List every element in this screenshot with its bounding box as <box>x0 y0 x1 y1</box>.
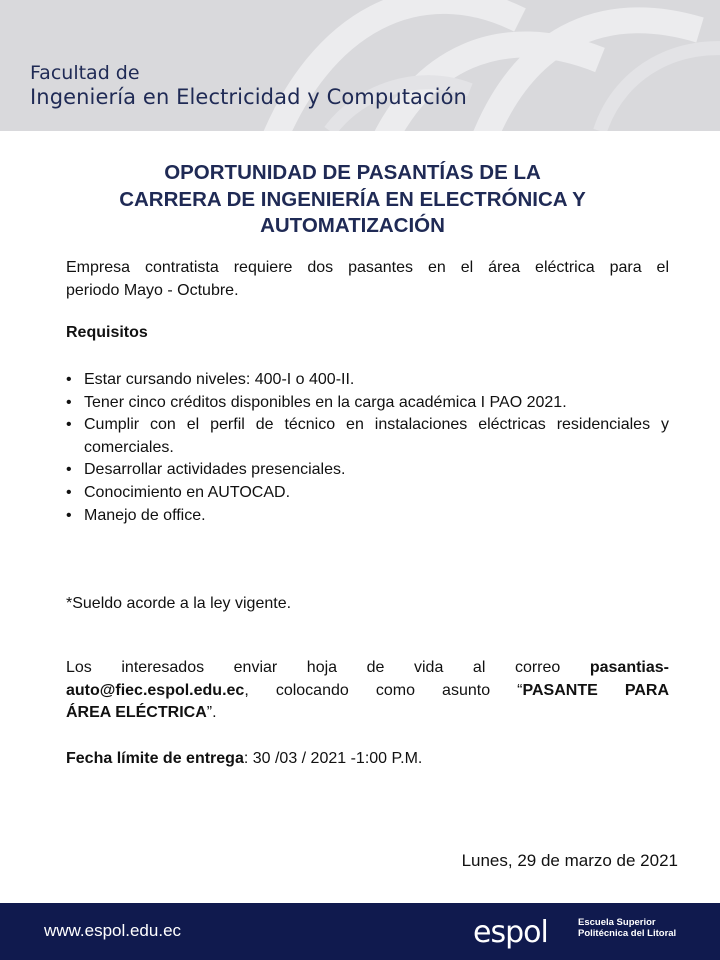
list-item: • Manejo de office. <box>66 505 669 528</box>
list-item: • Tener cinco créditos disponibles en la carga académica I PAO 2021. <box>66 392 669 415</box>
bullet-icon: • <box>66 393 72 411</box>
intro-line-2: periodo Mayo - Octubre. <box>66 281 239 299</box>
requirements-list <box>66 369 669 527</box>
document-date: Lunes, 29 de marzo de 2021 <box>461 851 678 870</box>
bullet-icon: • <box>66 483 72 501</box>
bullet-icon: • <box>66 416 72 434</box>
title-line-3: AUTOMATIZACIÓN <box>260 214 445 237</box>
deadline-label: Fecha límite de entrega <box>66 750 244 767</box>
footer-url: www.espol.edu.ec <box>44 921 182 940</box>
faculty-line-1: Facultad de <box>30 62 140 84</box>
faculty-line-2: Ingeniería en Electricidad y Computación <box>30 85 467 109</box>
bullet-icon: • <box>66 461 72 479</box>
intro-line-1: Empresa contratista requiere dos pasantes en el área eléctrica para el <box>66 259 669 276</box>
subject-part-1: PASANTE PARA <box>522 681 670 699</box>
deadline-value: : 30 /03 / 2021 -1:00 P.M. <box>243 750 423 767</box>
contact-line-3: ÁREA ELÉCTRICA”. <box>66 704 217 721</box>
logo-word: espol <box>473 915 548 950</box>
header-banner <box>0 0 720 131</box>
title-line-1: OPORTUNIDAD DE PASANTÍAS DE LA <box>164 161 541 184</box>
list-item: • Cumplir con el perfil de técnico en instalaciones eléctricas residenciales y comerciales. <box>66 416 669 456</box>
title-line-2: CARRERA DE INGENIERÍA EN ELECTRÓNICA Y <box>119 187 586 211</box>
requirements-heading <box>66 322 669 345</box>
salary-note: *Sueldo acorde a la ley vigente. <box>66 595 292 612</box>
logo-subtitle <box>578 917 676 939</box>
page-title <box>40 160 665 240</box>
list-item: • Conocimiento en AUTOCAD. <box>66 482 669 505</box>
email-part-2: auto@fiec.espol.edu.ec <box>66 681 245 699</box>
subject-part-2: ÁREA ELÉCTRICA <box>66 704 207 721</box>
bullet-icon: • <box>66 506 72 524</box>
intro-paragraph <box>66 257 669 302</box>
bullet-icon: • <box>66 371 72 388</box>
contact-line-1: Los interesados enviar hoja de vida al correo pasantias- <box>66 659 669 676</box>
deadline <box>66 748 669 771</box>
logo-line-2: Politécnica del Litoral <box>578 928 677 939</box>
faculty-name <box>30 62 467 109</box>
contact-paragraph <box>66 657 669 725</box>
footer-bar <box>0 903 720 960</box>
espol-logo <box>473 912 573 952</box>
list-item: • Estar cursando niveles: 400-I o 400-II. <box>66 369 669 392</box>
contact-line-2: auto@fiec.espol.edu.ec, colocando como asunto “PASANTE PARA <box>66 681 670 699</box>
requirements-heading-text: Requisitos <box>66 324 148 341</box>
list-item: • Desarrollar actividades presenciales. <box>66 459 669 482</box>
logo-line-1: Escuela Superior <box>578 917 656 928</box>
email-part-1: pasantias- <box>589 659 669 676</box>
